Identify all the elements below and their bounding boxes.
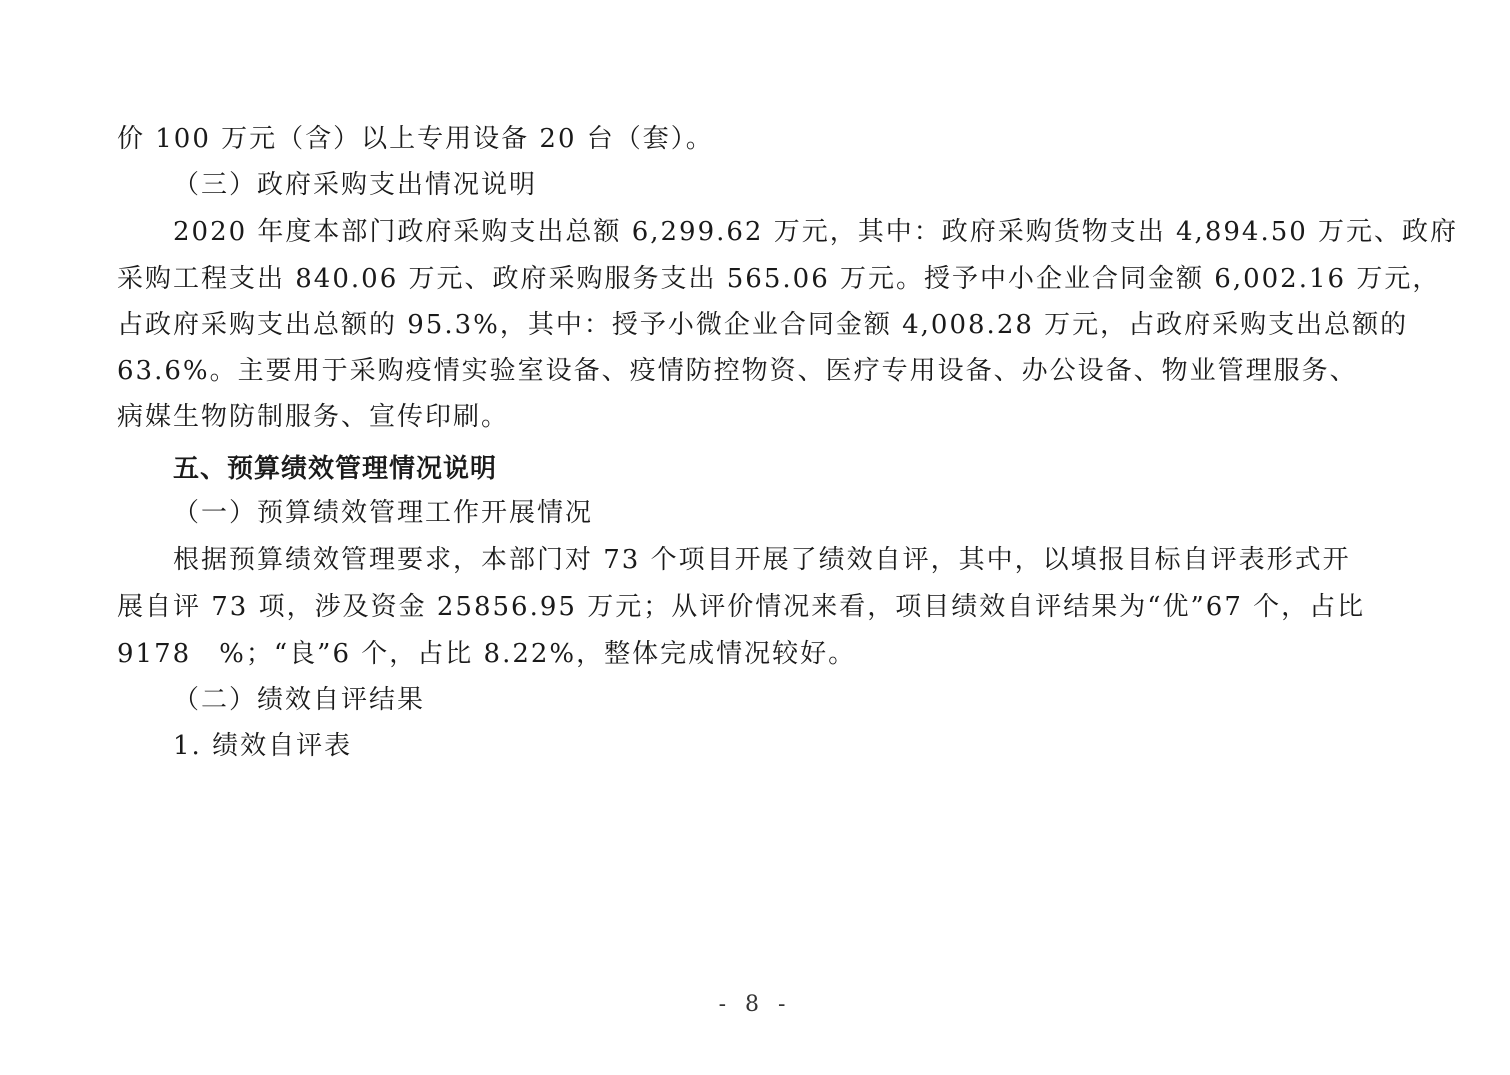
paragraph-line: 展自评 73 项，涉及资金 25856.95 万元；从评价情况来看，项目绩效自评结果为“优”67 个，占比 [117, 592, 1366, 622]
list-item: 1. 绩效自评表 [173, 731, 353, 761]
paragraph-line: 2020 年度本部门政府采购支出总额 6,299.62 万元，其中：政府采购货物支出 4,894.50 万元、政府 [173, 217, 1459, 247]
paragraph-line: 根据预算绩效管理要求，本部门对 73 个项目开展了绩效自评，其中，以填报目标自评表形式开 [173, 545, 1351, 575]
paragraph-line: 63.6%。主要用于采购疫情实验室设备、疫情防控物资、医疗专用设备、办公设备、物业管理服务、 [117, 356, 1358, 386]
paragraph-line: 采购工程支出 840.06 万元、政府采购服务支出 565.06 万元。授予中小企业合同金额 6,002.16 万元， [117, 264, 1441, 294]
paragraph-line: 病媒生物防制服务、宣传印刷。 [117, 402, 510, 432]
paragraph-line: 价 100 万元（含）以上专用设备 20 台（套）。 [117, 124, 714, 154]
page-number: - 8 - [718, 992, 792, 1017]
paragraph-line: 9178 %；“良”6 个，占比 8.22%，整体完成情况较好。 [117, 639, 857, 669]
subsection-title-performance: （一）预算绩效管理工作开展情况 [173, 498, 594, 528]
paragraph-line: 占政府采购支出总额的 95.3%，其中：授予小微企业合同金额 4,008.28 万元，占政府采购支出总额的 [117, 310, 1409, 340]
section-heading: 五、预算绩效管理情况说明 [173, 454, 498, 484]
subsection-title-results: （二）绩效自评结果 [173, 685, 426, 715]
subsection-title-procurement: （三）政府采购支出情况说明 [173, 170, 538, 200]
